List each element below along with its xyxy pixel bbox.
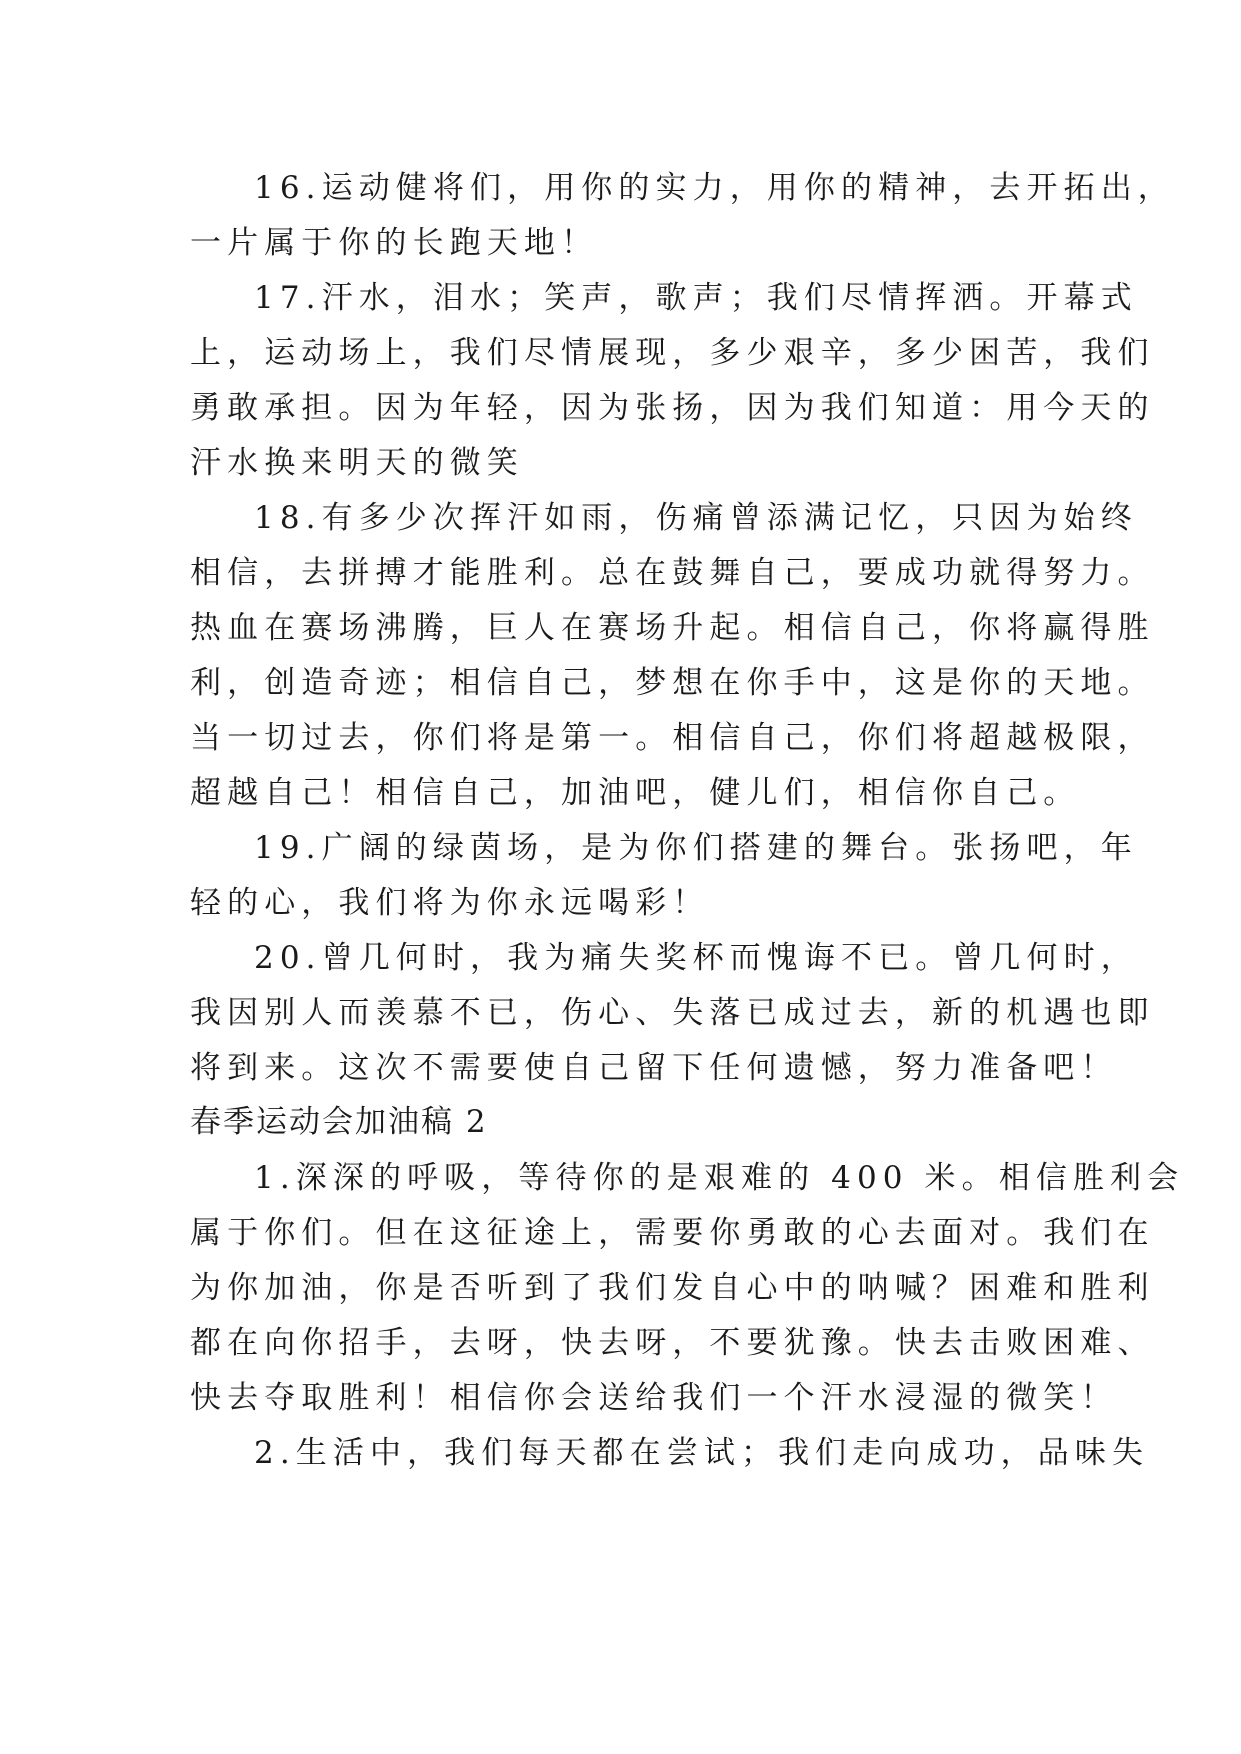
paragraph-18-line-1: 18.有多少次挥汗如雨，伤痛曾添满记忆，只因为始终	[254, 500, 1138, 536]
section-heading: 春季运动会加油稿 2	[190, 1104, 488, 1140]
paragraph-18-line-4: 利，创造奇迹；相信自己，梦想在你手中，这是你的天地。	[190, 665, 1155, 701]
paragraph-18-line-6: 超越自己！相信自己，加油吧，健儿们，相信你自己。	[190, 775, 1081, 811]
paragraph-1-line-5: 快去夺取胜利！相信你会送给我们一个汗水浸湿的微笑！	[190, 1380, 1118, 1416]
paragraph-1-line-4: 都在向你招手，去呀，快去呀，不要犹豫。快去击败困难、	[190, 1325, 1155, 1361]
paragraph-2-line-1: 2.生活中，我们每天都在尝试；我们走向成功，品味失	[254, 1435, 1150, 1471]
paragraph-18-line-3: 热血在赛场沸腾，巨人在赛场升起。相信自己，你将赢得胜	[190, 610, 1155, 646]
paragraph-17-line-4: 汗水换来明天的微笑	[190, 445, 524, 481]
paragraph-17-line-1: 17.汗水，泪水；笑声，歌声；我们尽情挥洒。开幕式	[254, 280, 1138, 316]
paragraph-18-line-2: 相信，去拼搏才能胜利。总在鼓舞自己，要成功就得努力。	[190, 555, 1155, 591]
paragraph-20-line-2: 我因别人而羡慕不已，伤心、失落已成过去，新的机遇也即	[190, 995, 1155, 1031]
paragraph-19-line-2: 轻的心，我们将为你永远喝彩！	[190, 885, 710, 921]
paragraph-19-line-1: 19.广阔的绿茵场，是为你们搭建的舞台。张扬吧，年	[254, 830, 1138, 866]
paragraph-20-line-3: 将到来。这次不需要使自己留下任何遗憾，努力准备吧！	[190, 1050, 1118, 1086]
paragraph-1-line-2: 属于你们。但在这征途上，需要你勇敢的心去面对。我们在	[190, 1215, 1155, 1251]
paragraph-17-line-3: 勇敢承担。因为年轻，因为张扬，因为我们知道：用今天的	[190, 390, 1155, 426]
paragraph-16-line-2: 一片属于你的长跑天地！	[190, 225, 599, 261]
paragraph-18-line-5: 当一切过去，你们将是第一。相信自己，你们将超越极限，	[190, 720, 1155, 756]
paragraph-20-line-1: 20.曾几何时，我为痛失奖杯而愧诲不已。曾几何时，	[254, 940, 1138, 976]
paragraph-17-line-2: 上，运动场上，我们尽情展现，多少艰辛，多少困苦，我们	[190, 335, 1155, 371]
paragraph-1-line-1: 1.深深的呼吸，等待你的是艰难的 400 米。相信胜利会	[254, 1160, 1185, 1196]
paragraph-16-line-1: 16.运动健将们，用你的实力，用你的精神，去开拓出，	[254, 170, 1175, 206]
paragraph-1-line-3: 为你加油，你是否听到了我们发自心中的呐喊？困难和胜利	[190, 1270, 1155, 1306]
